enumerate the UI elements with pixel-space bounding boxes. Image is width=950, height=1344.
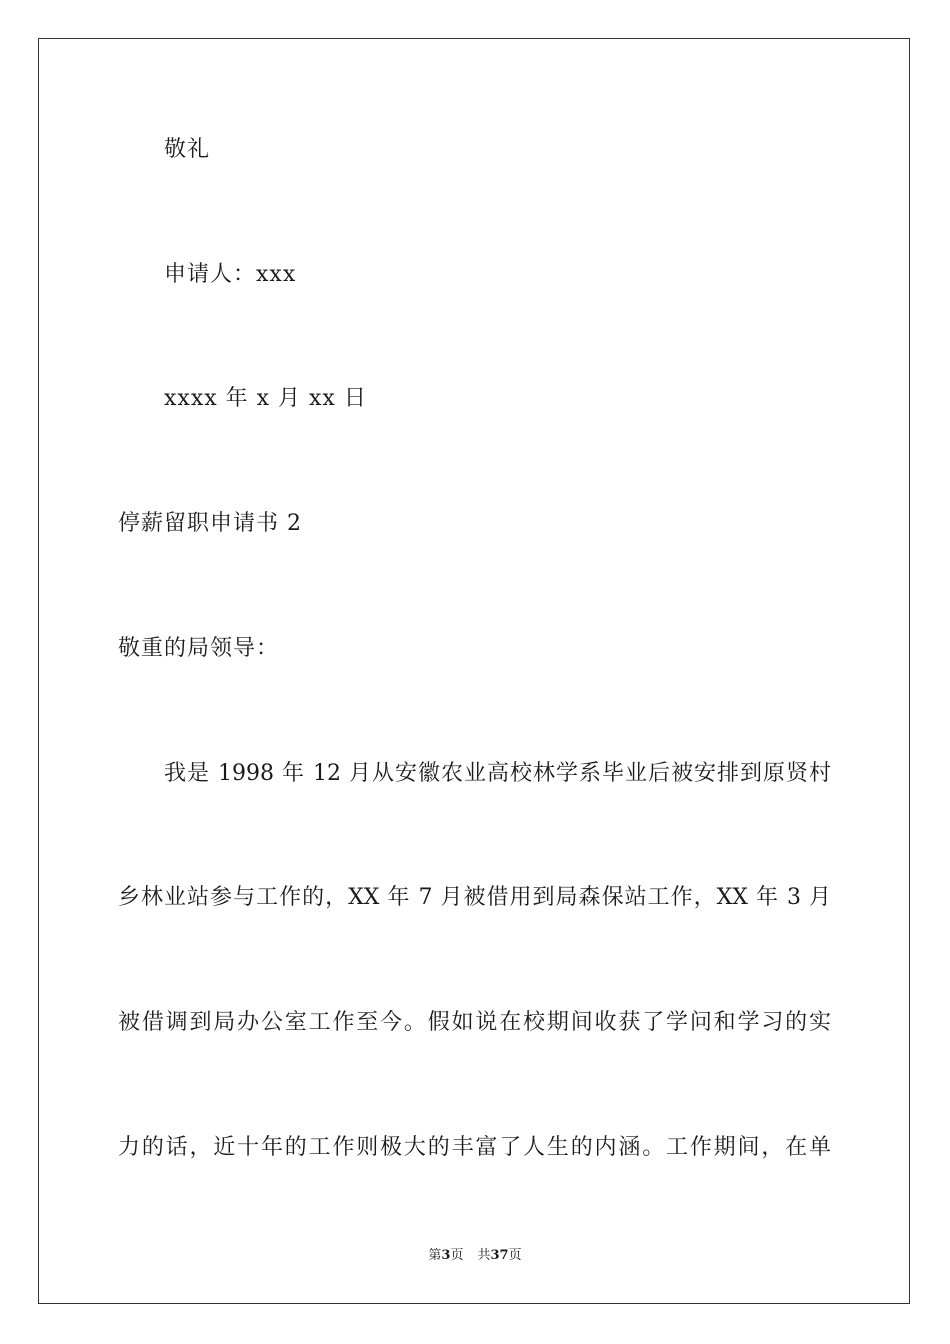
page-border [38, 38, 910, 1304]
footer-total-suffix: 页 [508, 1248, 522, 1263]
footer-page-prefix: 第 [428, 1248, 442, 1263]
body-line-3: 被借调到局办公室工作至今。假如说在校期间收获了学问和学习的实 [118, 1010, 831, 1035]
closing-text: 敬礼 [164, 137, 211, 162]
applicant-line: 申请人：xxx [164, 262, 297, 287]
footer-page-number: 3 [441, 1248, 451, 1263]
footer-total-pages: 37 [490, 1248, 509, 1263]
body-line-4: 力的话，近十年的工作则极大的丰富了人生的内涵。工作期间，在单 [118, 1135, 831, 1160]
salutation: 敬重的局领导： [118, 636, 280, 661]
footer-page-suffix: 页 [450, 1248, 464, 1263]
body-line-2: 乡林业站参与工作的，XX 年 7 月被借用到局森保站工作，XX 年 3 月 [118, 885, 831, 910]
document-heading: 停薪留职申请书 2 [118, 511, 302, 536]
date-line: xxxx 年 x 月 xx 日 [164, 386, 367, 411]
footer-total-prefix: 共 [477, 1248, 491, 1263]
body-line-1: 我是 1998 年 12 月从安徽农业高校林学系毕业后被安排到原贤村 [164, 761, 831, 786]
page-footer [0, 1247, 950, 1265]
